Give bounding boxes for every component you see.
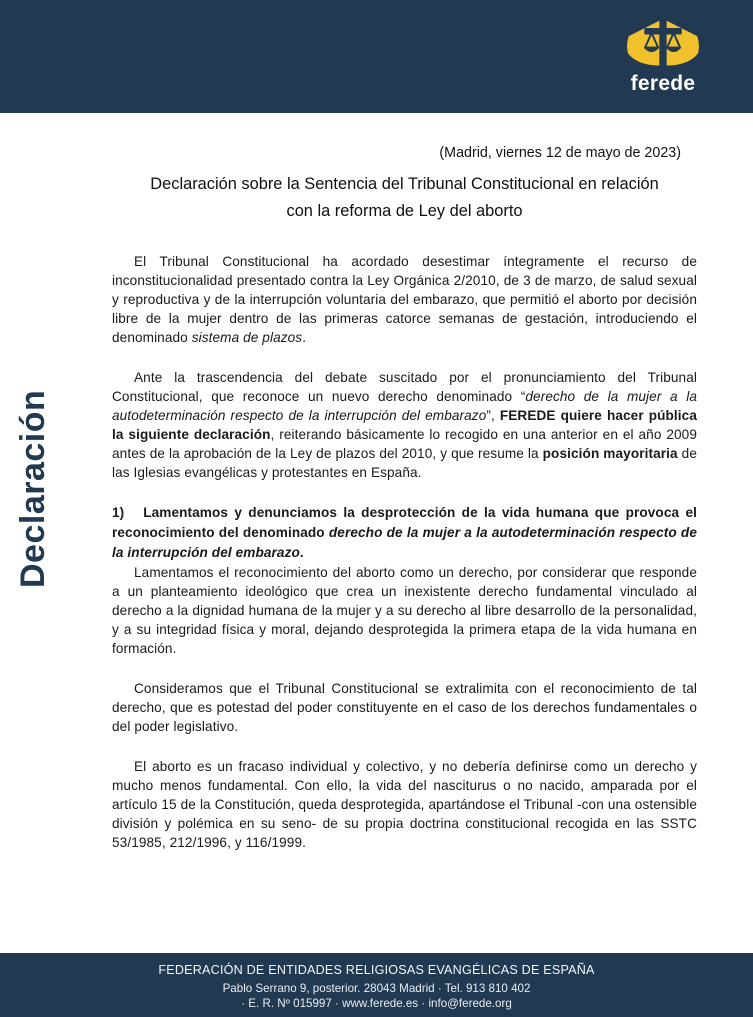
footer-federation-name: FEDERACIÓN DE ENTIDADES RELIGIOSAS EVANGÉLICAS DE ESPAÑA: [158, 963, 595, 977]
footer-registry-web-email: · E. R. Nº 015997 · www.ferede.es · info@ferede.org: [241, 997, 512, 1010]
text-run: Lamentamos el reconocimiento del aborto como un derecho, por considerar que responde a un planteamiento ideológico que crea un inexistente derecho fundamental vinculado al derecho a la dignidad humana de la mujer y a su derecho al libre desarrollo de la personalidad, y a su integridad física y moral, dejando desprotegida la primera etapa de la vida humana en formación.: [112, 565, 697, 656]
numbered-point-1-heading: [112, 503, 697, 563]
paragraph-tribunal-overreach: [112, 679, 697, 736]
text-run-bold: posición mayoritaria: [542, 446, 678, 461]
logo-wordmark: ferede: [630, 72, 696, 95]
ferede-shield-icon: [622, 15, 704, 72]
text-run: , reiterando básicamente lo recogido en una anterior en el año 2009 antes de la aprobación de la Ley de plazos del 2010, y que resume la: [112, 427, 697, 461]
header-band: [0, 0, 753, 113]
date-line: (Madrid, viernes 12 de mayo de 2023): [439, 145, 681, 161]
paragraph-context: [112, 368, 697, 482]
text-run-bold: FEREDE quiere hacer pública la siguiente declaración: [112, 408, 697, 442]
document-body: [112, 252, 697, 852]
paragraph-aborto-fracaso: [112, 757, 697, 852]
footer-address-phone: Pablo Serrano 9, posterior. 28043 Madrid · Tel. 913 810 402: [222, 982, 531, 995]
text-run: El aborto es un fracaso individual y colectivo, y no debería definirse como un derecho y mucho menos fundamental. Con ello, la vida del nasciturus o no nacido, amparada por el artículo 15 de la Constitución, queda desprotegida, apartándose el Tribunal -con una ostensible división y polémica en su seno- de su propia doctrina constitucional recogida en las SSTC 53/1985, 212/1996, y 116/1999.: [112, 759, 697, 850]
text-run-italic: derecho de la mujer a la autodeterminación respecto de la interrupción del embarazo: [112, 389, 697, 423]
document-content: [112, 113, 697, 873]
document-title-line1: Declaración sobre la Sentencia del Tribunal Constitucional en relación: [150, 175, 659, 193]
text-run: Consideramos que el Tribunal Constitucional se extralimita con el reconocimiento de tal derecho, que es potestad del poder constituyente en el caso de los derechos fundamentales o del poder legislativo.: [112, 681, 697, 734]
text-run: Ante la trascendencia del debate suscitado por el pronunciamiento del Tribunal Constitucional, que reconoce un nuevo derecho denominado “: [112, 370, 697, 404]
text-run: de las Iglesias evangélicas y protestantes en España.: [112, 446, 697, 480]
footer-band: [0, 953, 753, 1017]
document-title: [112, 171, 697, 225]
document-title-line2: con la reforma de Ley del aborto: [286, 202, 523, 220]
text-run: ”,: [486, 408, 500, 423]
text-run-bold: 1) Lamentamos y denunciamos la desprotección de la vida humana que provoca el reconocimiento del denominado: [112, 505, 697, 540]
text-run: .: [302, 330, 307, 345]
text-run-italic: sistema de plazos: [191, 330, 303, 345]
text-run-bold: .: [299, 545, 304, 560]
text-run-bold-italic: derecho de la mujer a la autodeterminación respecto de la interrupción del embarazo: [112, 525, 698, 560]
paragraph-intro: [112, 252, 697, 347]
side-label-declaracion: Declaración: [14, 389, 52, 589]
ferede-logo: [617, 15, 709, 94]
text-run: El Tribunal Constitucional ha acordado desestimar íntegramente el recurso de inconstitucionalidad presentado contra la Ley Orgánica 2/2010, de 3 de marzo, de salud sexual y reproductiva y de la interrupción voluntaria del embarazo, que permitió el aborto por decisión libre de la mujer dentro de las primeras catorce semanas de gestación, introduciendo el denominado: [112, 254, 697, 345]
paragraph-point-1-body: [112, 563, 697, 658]
